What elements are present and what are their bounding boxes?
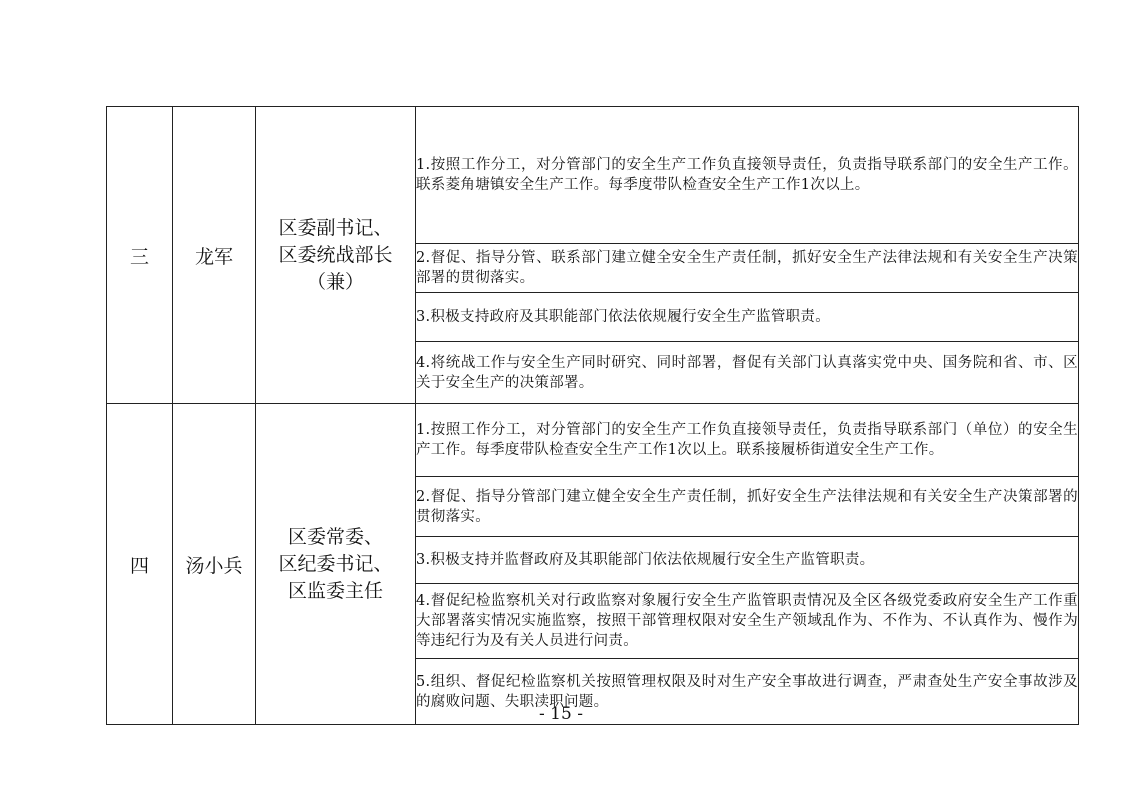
duty-item: 3.积极支持政府及其职能部门依法依规履行安全生产监管职责。: [416, 293, 1079, 342]
official-title: [256, 107, 416, 404]
title-line: 区委常委、: [287, 525, 383, 548]
duty-item: 1.按照工作分工，对分管部门的安全生产工作负直接领导责任，负责指导联系部门（单位）的安全生产工作。每季度带队检查安全生产工作1次以上。联系接履桥街道安全生产工作。: [416, 404, 1079, 477]
duty-item: 5.组织、督促纪检监察机关按照管理权限及时对生产安全事故进行调查，严肃查处生产安全事故涉及的腐败问题、失职渎职问题。: [416, 659, 1079, 725]
title-line: 区纪委书记、: [278, 552, 393, 575]
row-number: 三: [107, 107, 173, 404]
title-line: 区委统战部长: [278, 243, 393, 266]
official-name: 龙军: [173, 107, 256, 404]
title-line: 区委副书记、: [278, 216, 393, 239]
duty-item: 1.按照工作分工，对分管部门的安全生产工作负直接领导责任，负责指导联系部门的安全生产工作。联系菱角塘镇安全生产工作。每季度带队检查安全生产工作1次以上。: [416, 107, 1079, 244]
duty-item: 2.督促、指导分管、联系部门建立健全安全生产责任制，抓好安全生产法律法规和有关安全生产决策部署的贯彻落实。: [416, 244, 1079, 293]
official-name: 汤小兵: [173, 404, 256, 725]
duty-item: 3.积极支持并监督政府及其职能部门依法依规履行安全生产监管职责。: [416, 537, 1079, 584]
title-line: （兼）: [306, 270, 364, 293]
table-row: [107, 404, 1079, 477]
duty-item: 4.将统战工作与安全生产同时研究、同时部署，督促有关部门认真落实党中央、国务院和省、市、区关于安全生产的决策部署。: [416, 342, 1079, 404]
duty-item: 4.督促纪检监察机关对行政监察对象履行安全生产监管职责情况及全区各级党委政府安全生产工作重大部署落实情况实施监察，按照干部管理权限对安全生产领域乱作为、不作为、不认真作为、慢作为等违纪行为及有关人员进行问责。: [416, 584, 1079, 659]
page-number: - 15 -: [539, 704, 583, 724]
row-number: 四: [107, 404, 173, 725]
title-line: 区监委主任: [287, 579, 383, 602]
responsibility-table: [106, 106, 1079, 725]
official-title: [256, 404, 416, 725]
table-row: [107, 107, 1079, 244]
duty-item: 2.督促、指导分管部门建立健全安全生产责任制，抓好安全生产法律法规和有关安全生产决策部署的贯彻落实。: [416, 477, 1079, 537]
